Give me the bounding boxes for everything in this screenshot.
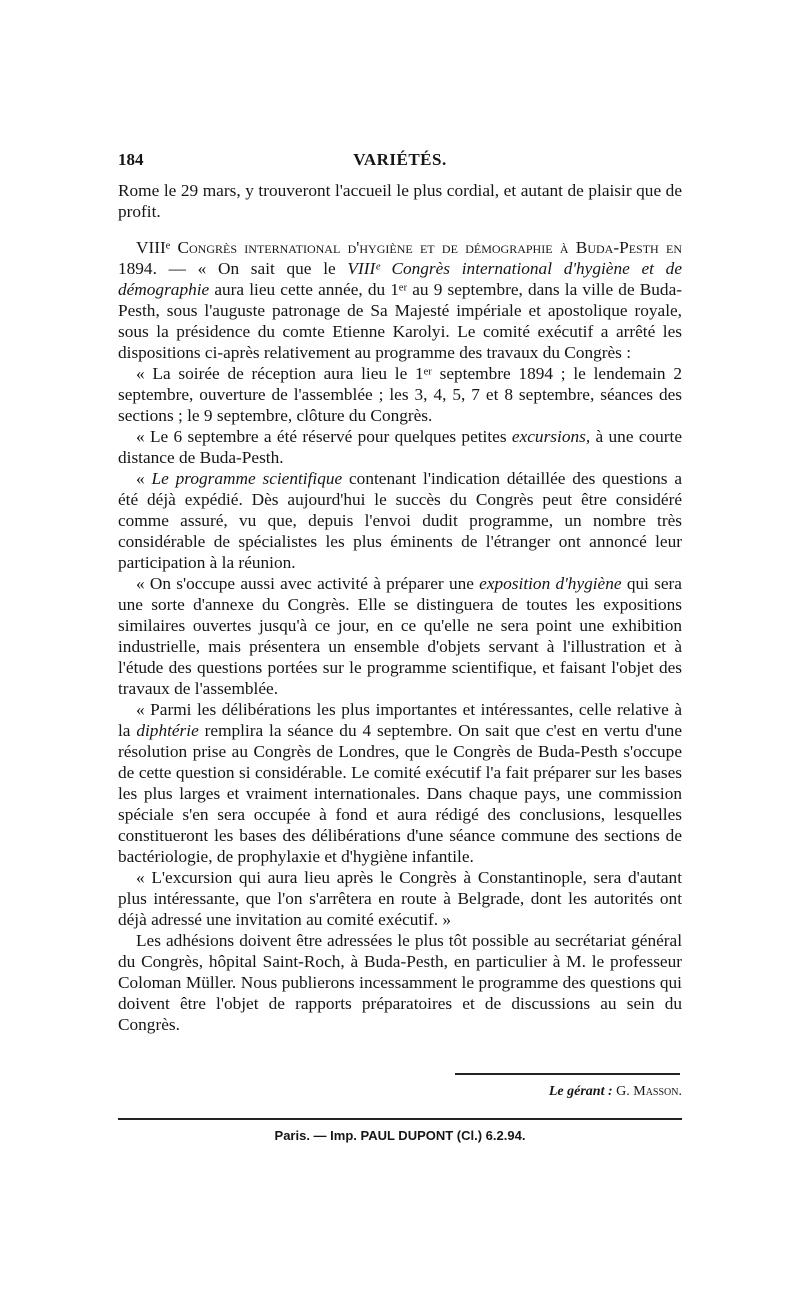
exposition-emphasis: exposition d'hygiène: [479, 574, 622, 593]
exposition-text-c: qui sera une sorte d'annexe du Congrès. Elle se distinguera de toutes les expositions similaires ouvertes jusqu'à ce jour, en ce qu'elle ne sera point une exhibition industrielle, mais présentera un ensemble d'objets servant à l'illustration et à l'étude des questions portées sur le programme scientifique, et faisant l'objet des travaux de l'assemblée.: [118, 574, 682, 698]
diphtheria-emphasis: diphtérie: [136, 721, 199, 740]
signature: [549, 1084, 682, 1100]
paragraph-excursions: [118, 426, 682, 468]
signature-rule: [455, 1073, 680, 1075]
lead-congress-name: VIIIᵉ Congrès international d'hygiène et de démographie: [118, 259, 682, 299]
running-title: VARIÉTÉS.: [353, 150, 447, 169]
signature-role: Le gérant :: [548, 1084, 613, 1099]
paragraph-constantinople: « L'excursion qui aura lieu après le Congrès à Constantinople, sera d'autant plus intéressante, que l'on s'arrêtera en route à Belgrade, dont les autorités ont déjà adressé une invitation au comité exécutif. »: [118, 868, 682, 929]
printer-imprint: Paris. — Imp. PAUL DUPONT (Cl.) 6.2.94.: [274, 1128, 526, 1143]
diphtheria-text-a: « Parmi les délibérations les plus importantes et intéressantes, celle relative à la: [118, 700, 682, 740]
paragraph-soiree: « La soirée de réception aura lieu le 1ᵉʳ septembre 1894 ; le lendemain 2 septembre, ouverture de l'assemblée ; les 3, 4, 5, 7 et 8 septembre, séances des sections ; le 9 septembre, clôture du Congrès.: [118, 364, 682, 425]
paragraph-diphtheria: [118, 699, 682, 867]
body-text: [118, 180, 682, 1035]
exposition-text-a: « On s'occupe aussi avec activité à préparer une: [136, 574, 474, 593]
section-heading-year: 1894. —: [118, 259, 186, 278]
footer-rule: [118, 1118, 682, 1120]
paragraph-adhesions: Les adhésions doivent être adressées le plus tôt possible au secrétariat général du Congrès, hôpital Saint-Roch, à Buda-Pesth, en particulier à M. le professeur Coloman Müller. Nous publierons incessamment le programme des questions qui doivent être l'objet de rapports préparatoires et de discussions au sein du Congrès.: [118, 931, 682, 1034]
section-heading-prefix: VIIIᵉ: [136, 238, 171, 257]
excursions-emphasis: excursions,: [511, 427, 591, 446]
continuation-paragraph: Rome le 29 mars, y trouveront l'accueil le plus cordial, et autant de plaisir que de profit.: [118, 181, 682, 221]
section-heading-title: Congrès international d'hygiène et de démographie à Buda-Pesth en: [177, 238, 682, 257]
page-header: [118, 150, 682, 174]
paragraph-programme: [118, 468, 682, 573]
excursions-text-c: à une courte distance de Buda-Pesth.: [118, 427, 683, 467]
section-lead-paragraph: [118, 237, 682, 363]
diphtheria-text-c: remplira la séance du 4 septembre. On sait que c'est en vertu d'une résolution prise au Congrès de Londres, que le Congrès de Buda-Pesth s'occupe de cette question si considérable. Le comité exécutif l'a fait préparer sur les bases les plus larges et vraiment internationales. Dans chaque pays, une commission spéciale s'en sera occupée à fond et aura rédigé des conclusions, lesquelles constitueront les bases des délibérations d'une séance commune des sections de bactériologie, de prophylaxie et d'hygiène infantile.: [118, 721, 682, 866]
programme-quote: «: [136, 469, 145, 488]
page-number: 184: [118, 150, 144, 169]
signature-name: G. Masson.: [616, 1084, 682, 1099]
programme-text: contenant l'indication détaillée des questions a été déjà expédié. Dès aujourd'hui le succès du Congrès peut être considéré comme assuré, vu que, depuis l'envoi dudit programme, un nombre très considérable de spécialistes les plus éminents de l'étranger ont annoncé leur participation à la réunion.: [118, 469, 682, 572]
lead-rest: aura lieu cette année, du 1ᵉʳ au 9 septembre, dans la ville de Buda-Pesth, sous l'auguste patronage de Sa Majesté impériale et apostolique royale, sous la présidence du comte Etienne Karolyi. Le comité exécutif a arrêté les dispositions ci-après relativement au programme des travaux du Congrès :: [118, 280, 682, 362]
excursions-text-a: « Le 6 septembre a été réservé pour quelques petites: [136, 427, 507, 446]
programme-emphasis: Le programme scientifique: [151, 469, 343, 488]
paragraph-exposition: [118, 573, 682, 699]
lead-open: « On sait que le: [197, 259, 336, 278]
